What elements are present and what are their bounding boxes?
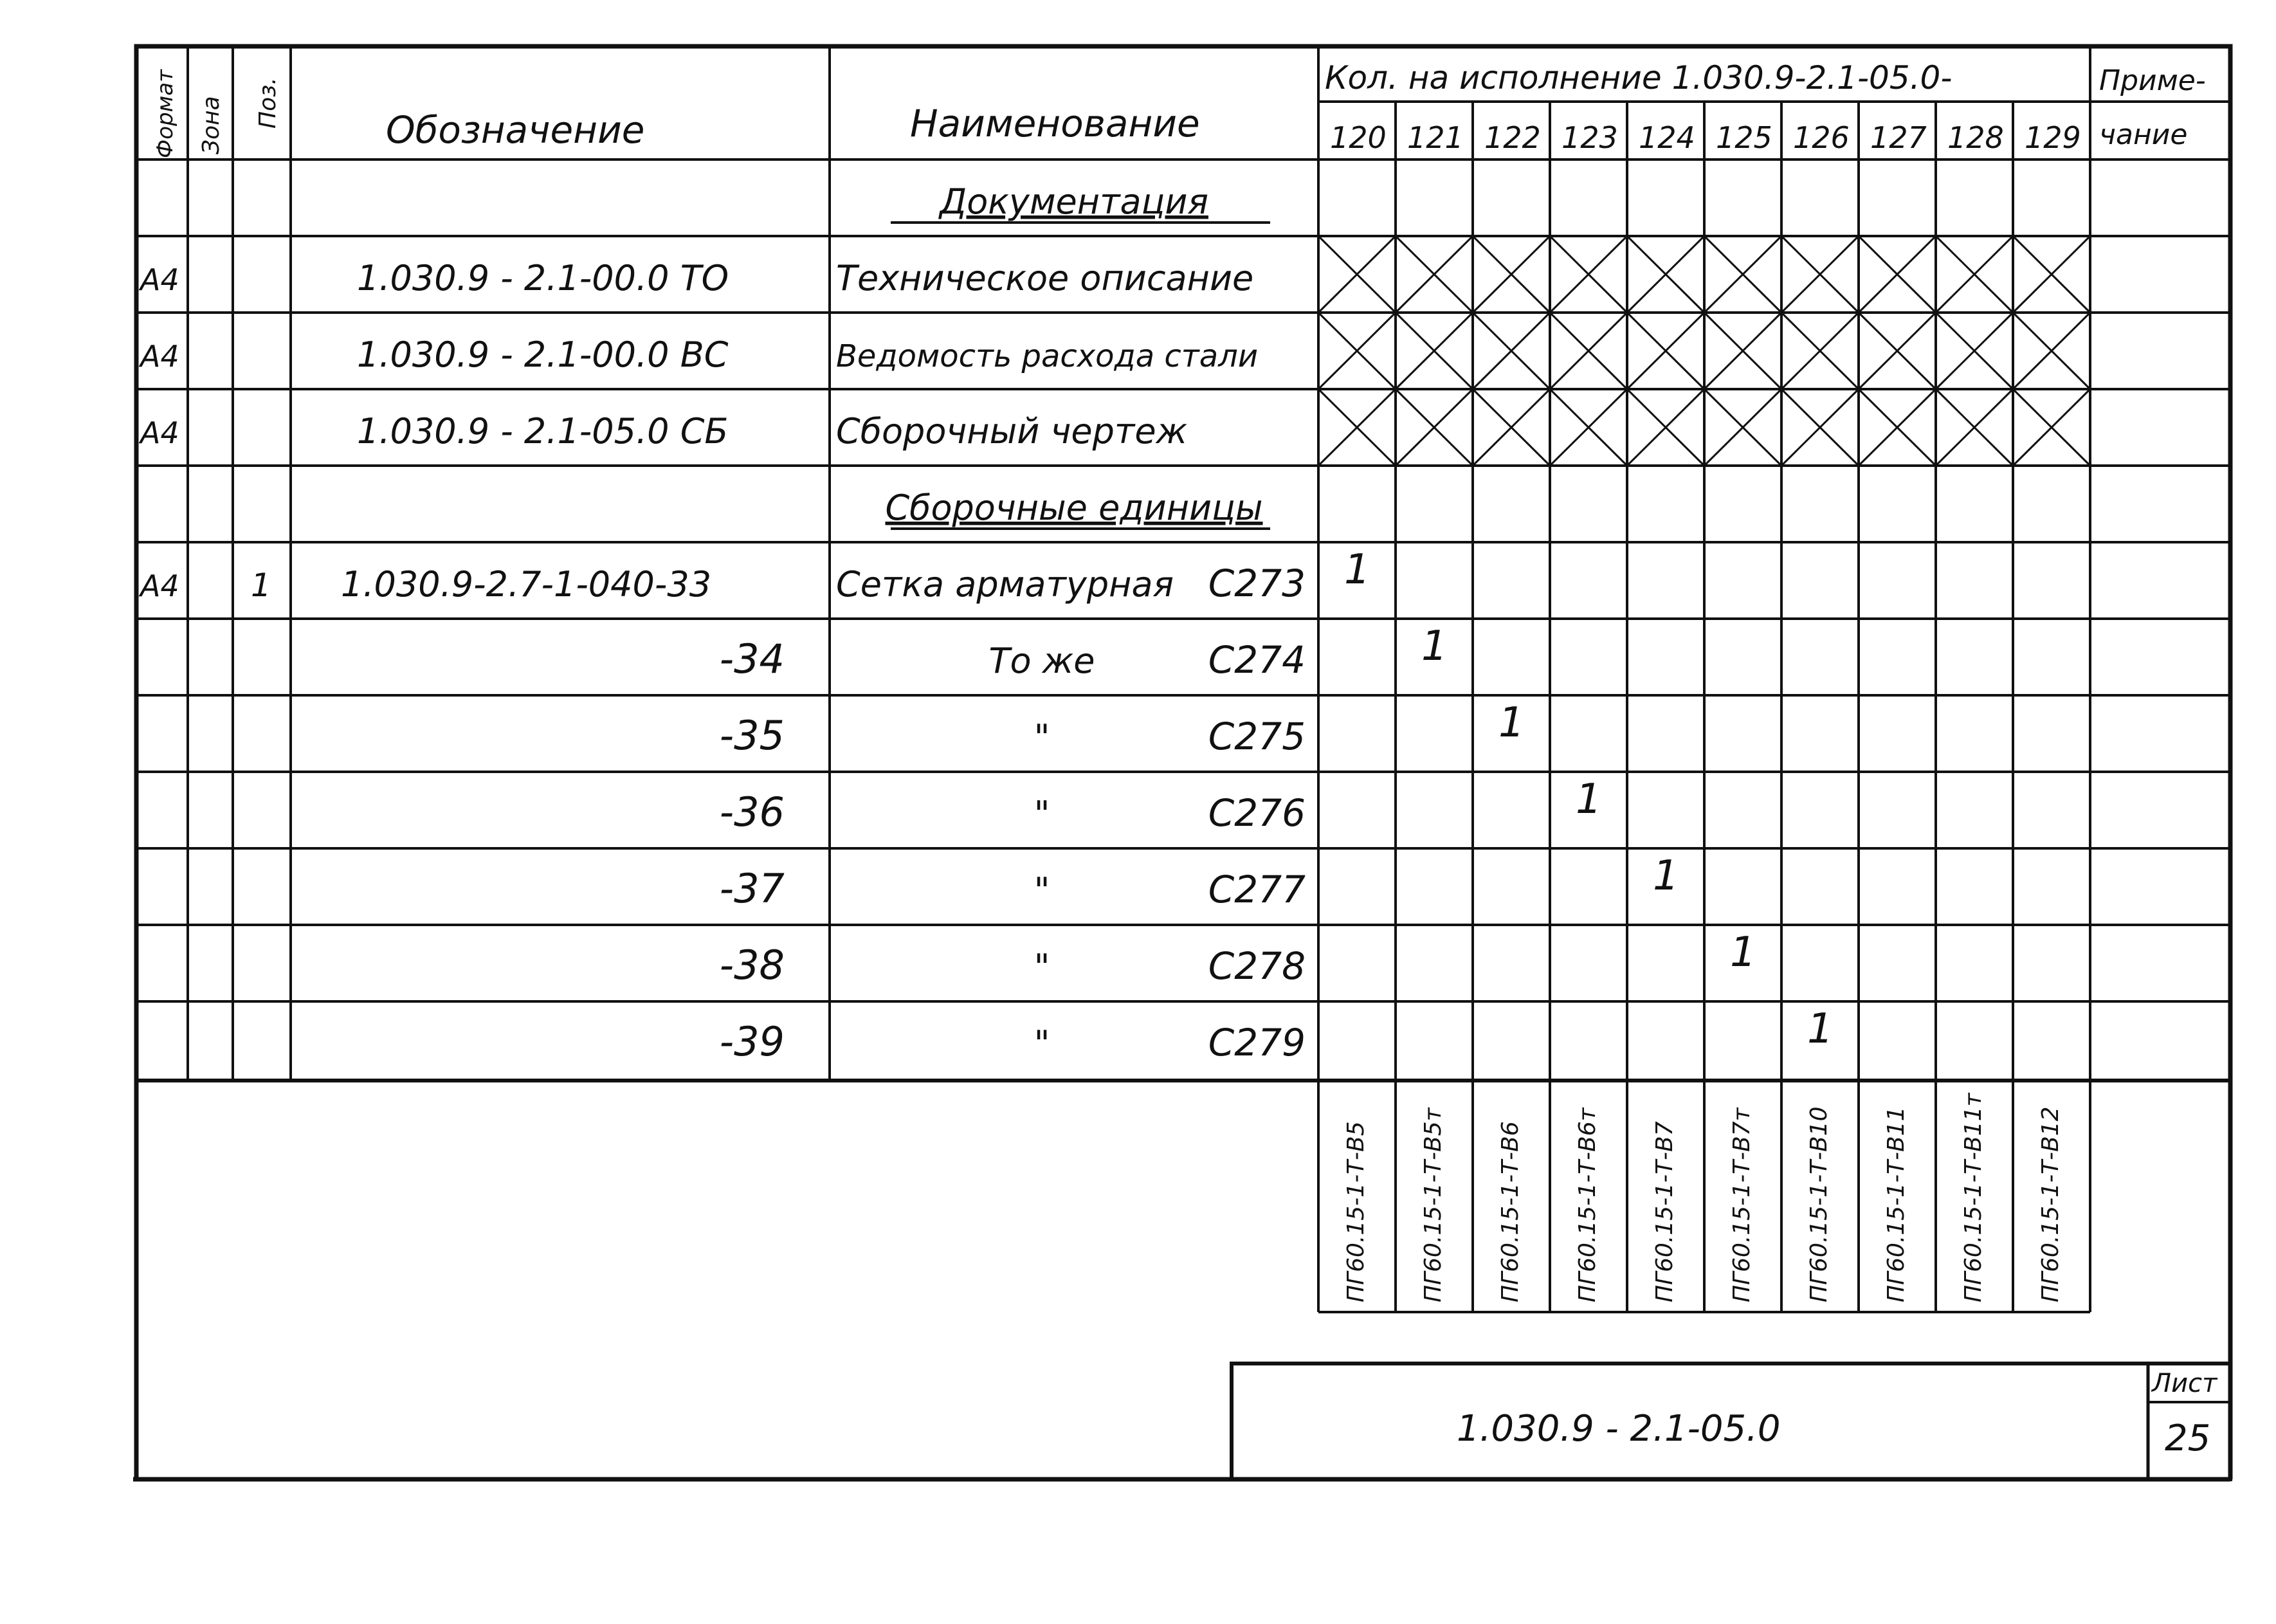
quantity-cell: 1 xyxy=(1498,699,1525,747)
variant-number: 123 xyxy=(1561,120,1618,155)
variant-label: ПГ60.15-1-Т-В7 xyxy=(1652,1121,1678,1302)
row-mark: С278 xyxy=(1208,944,1306,988)
quantity-cell: 1 xyxy=(1421,623,1448,670)
variant-label: ПГ60.15-1-Т-В12 xyxy=(2037,1106,2064,1302)
table-row xyxy=(720,929,1756,989)
variant-label: ПГ60.15-1-Т-В7т xyxy=(1729,1108,1755,1302)
row-name: То же xyxy=(988,641,1095,681)
table-rows xyxy=(138,181,1834,1065)
quantity-cell: 1 xyxy=(1344,546,1370,594)
section-title: Документация xyxy=(940,181,1208,222)
row-format: А4 xyxy=(140,569,179,603)
row-mark: С276 xyxy=(1208,791,1306,835)
variant-label: ПГ60.15-1-Т-В6 xyxy=(1497,1121,1524,1302)
variant-label: ПГ60.15-1-Т-В11т xyxy=(1960,1093,1987,1302)
quantity-cell: 1 xyxy=(1576,776,1602,823)
format-header: Формат xyxy=(152,69,178,158)
table-row xyxy=(720,1005,1834,1065)
section-title: Сборочные единицы xyxy=(885,488,1263,528)
table-row xyxy=(138,258,1253,298)
variant-number: 127 xyxy=(1870,120,1927,155)
variant-number: 124 xyxy=(1639,120,1695,155)
row-name: " xyxy=(1033,947,1050,987)
variant-label: ПГ60.15-1-Т-В11 xyxy=(1883,1106,1909,1302)
quantity-cell: 1 xyxy=(1807,1005,1834,1053)
table-row xyxy=(891,181,1270,223)
row-designation: -34 xyxy=(719,635,785,682)
row-position: 1 xyxy=(251,567,271,604)
note-header-line2: чание xyxy=(2099,118,2188,151)
row-name: " xyxy=(1033,870,1050,911)
row-designation: -39 xyxy=(719,1018,785,1065)
table-row xyxy=(720,776,1602,835)
table-row xyxy=(720,699,1525,759)
row-mark: С273 xyxy=(1208,561,1306,605)
table-row xyxy=(720,852,1679,912)
row-mark: С275 xyxy=(1208,715,1306,758)
position-header: Поз. xyxy=(255,77,281,129)
row-name: Ведомость расхода стали xyxy=(836,338,1259,374)
document-code: 1.030.9 - 2.1-05.0 xyxy=(1457,1408,1781,1450)
variant-number: 128 xyxy=(1947,120,2004,155)
row-name: Сетка арматурная xyxy=(836,564,1174,605)
quantity-title: Кол. на исполнение 1.030.9-2.1-05.0- xyxy=(1325,59,1953,96)
name-header: Наименование xyxy=(910,102,1200,145)
row-name: " xyxy=(1033,717,1050,758)
row-designation: -38 xyxy=(719,942,785,989)
row-designation: 1.030.9 - 2.1-05.0 СБ xyxy=(357,411,729,452)
variant-number: 121 xyxy=(1407,120,1464,155)
designation-header: Обозначение xyxy=(386,108,645,152)
row-designation: -37 xyxy=(719,865,785,912)
table-row xyxy=(138,411,1188,452)
row-designation: -36 xyxy=(719,789,785,835)
row-format: А4 xyxy=(140,339,179,374)
quantity-cell: 1 xyxy=(1730,929,1756,976)
row-designation: -35 xyxy=(719,712,785,759)
variant-number: 125 xyxy=(1716,120,1772,155)
row-designation: 1.030.9 - 2.1-00.0 ТО xyxy=(357,258,729,298)
row-mark: С274 xyxy=(1208,638,1306,682)
variant-label: ПГ60.15-1-Т-В6т xyxy=(1574,1108,1601,1302)
row-name: Техническое описание xyxy=(836,258,1254,298)
row-format: А4 xyxy=(140,415,179,450)
zone-header: Зона xyxy=(198,96,224,154)
row-mark: С279 xyxy=(1208,1021,1306,1064)
row-mark: С277 xyxy=(1208,868,1306,911)
row-name: Сборочный чертеж xyxy=(836,411,1188,452)
row-designation: 1.030.9-2.7-1-040-33 xyxy=(341,564,712,605)
variant-number: 126 xyxy=(1793,120,1850,155)
variant-number: 120 xyxy=(1330,120,1387,155)
quantity-cell: 1 xyxy=(1653,852,1679,900)
row-name: " xyxy=(1033,1023,1050,1064)
row-format: А4 xyxy=(140,262,179,297)
note-header-line1: Приме- xyxy=(2099,64,2206,97)
variant-number: 122 xyxy=(1484,120,1541,155)
table-row xyxy=(885,488,1270,529)
variant-label: ПГ60.15-1-Т-В5 xyxy=(1343,1121,1369,1302)
variant-label: ПГ60.15-1-Т-В10 xyxy=(1806,1106,1832,1302)
variant-number: 129 xyxy=(2025,120,2081,155)
sheet-number: 25 xyxy=(2165,1418,2211,1459)
sheet-label: Лист xyxy=(2152,1369,2217,1398)
row-designation: 1.030.9 - 2.1-00.0 ВС xyxy=(357,334,729,375)
table-row xyxy=(138,546,1370,605)
variant-label: ПГ60.15-1-Т-В5т xyxy=(1420,1108,1446,1302)
table-row xyxy=(138,334,1258,375)
row-name: " xyxy=(1033,794,1050,834)
